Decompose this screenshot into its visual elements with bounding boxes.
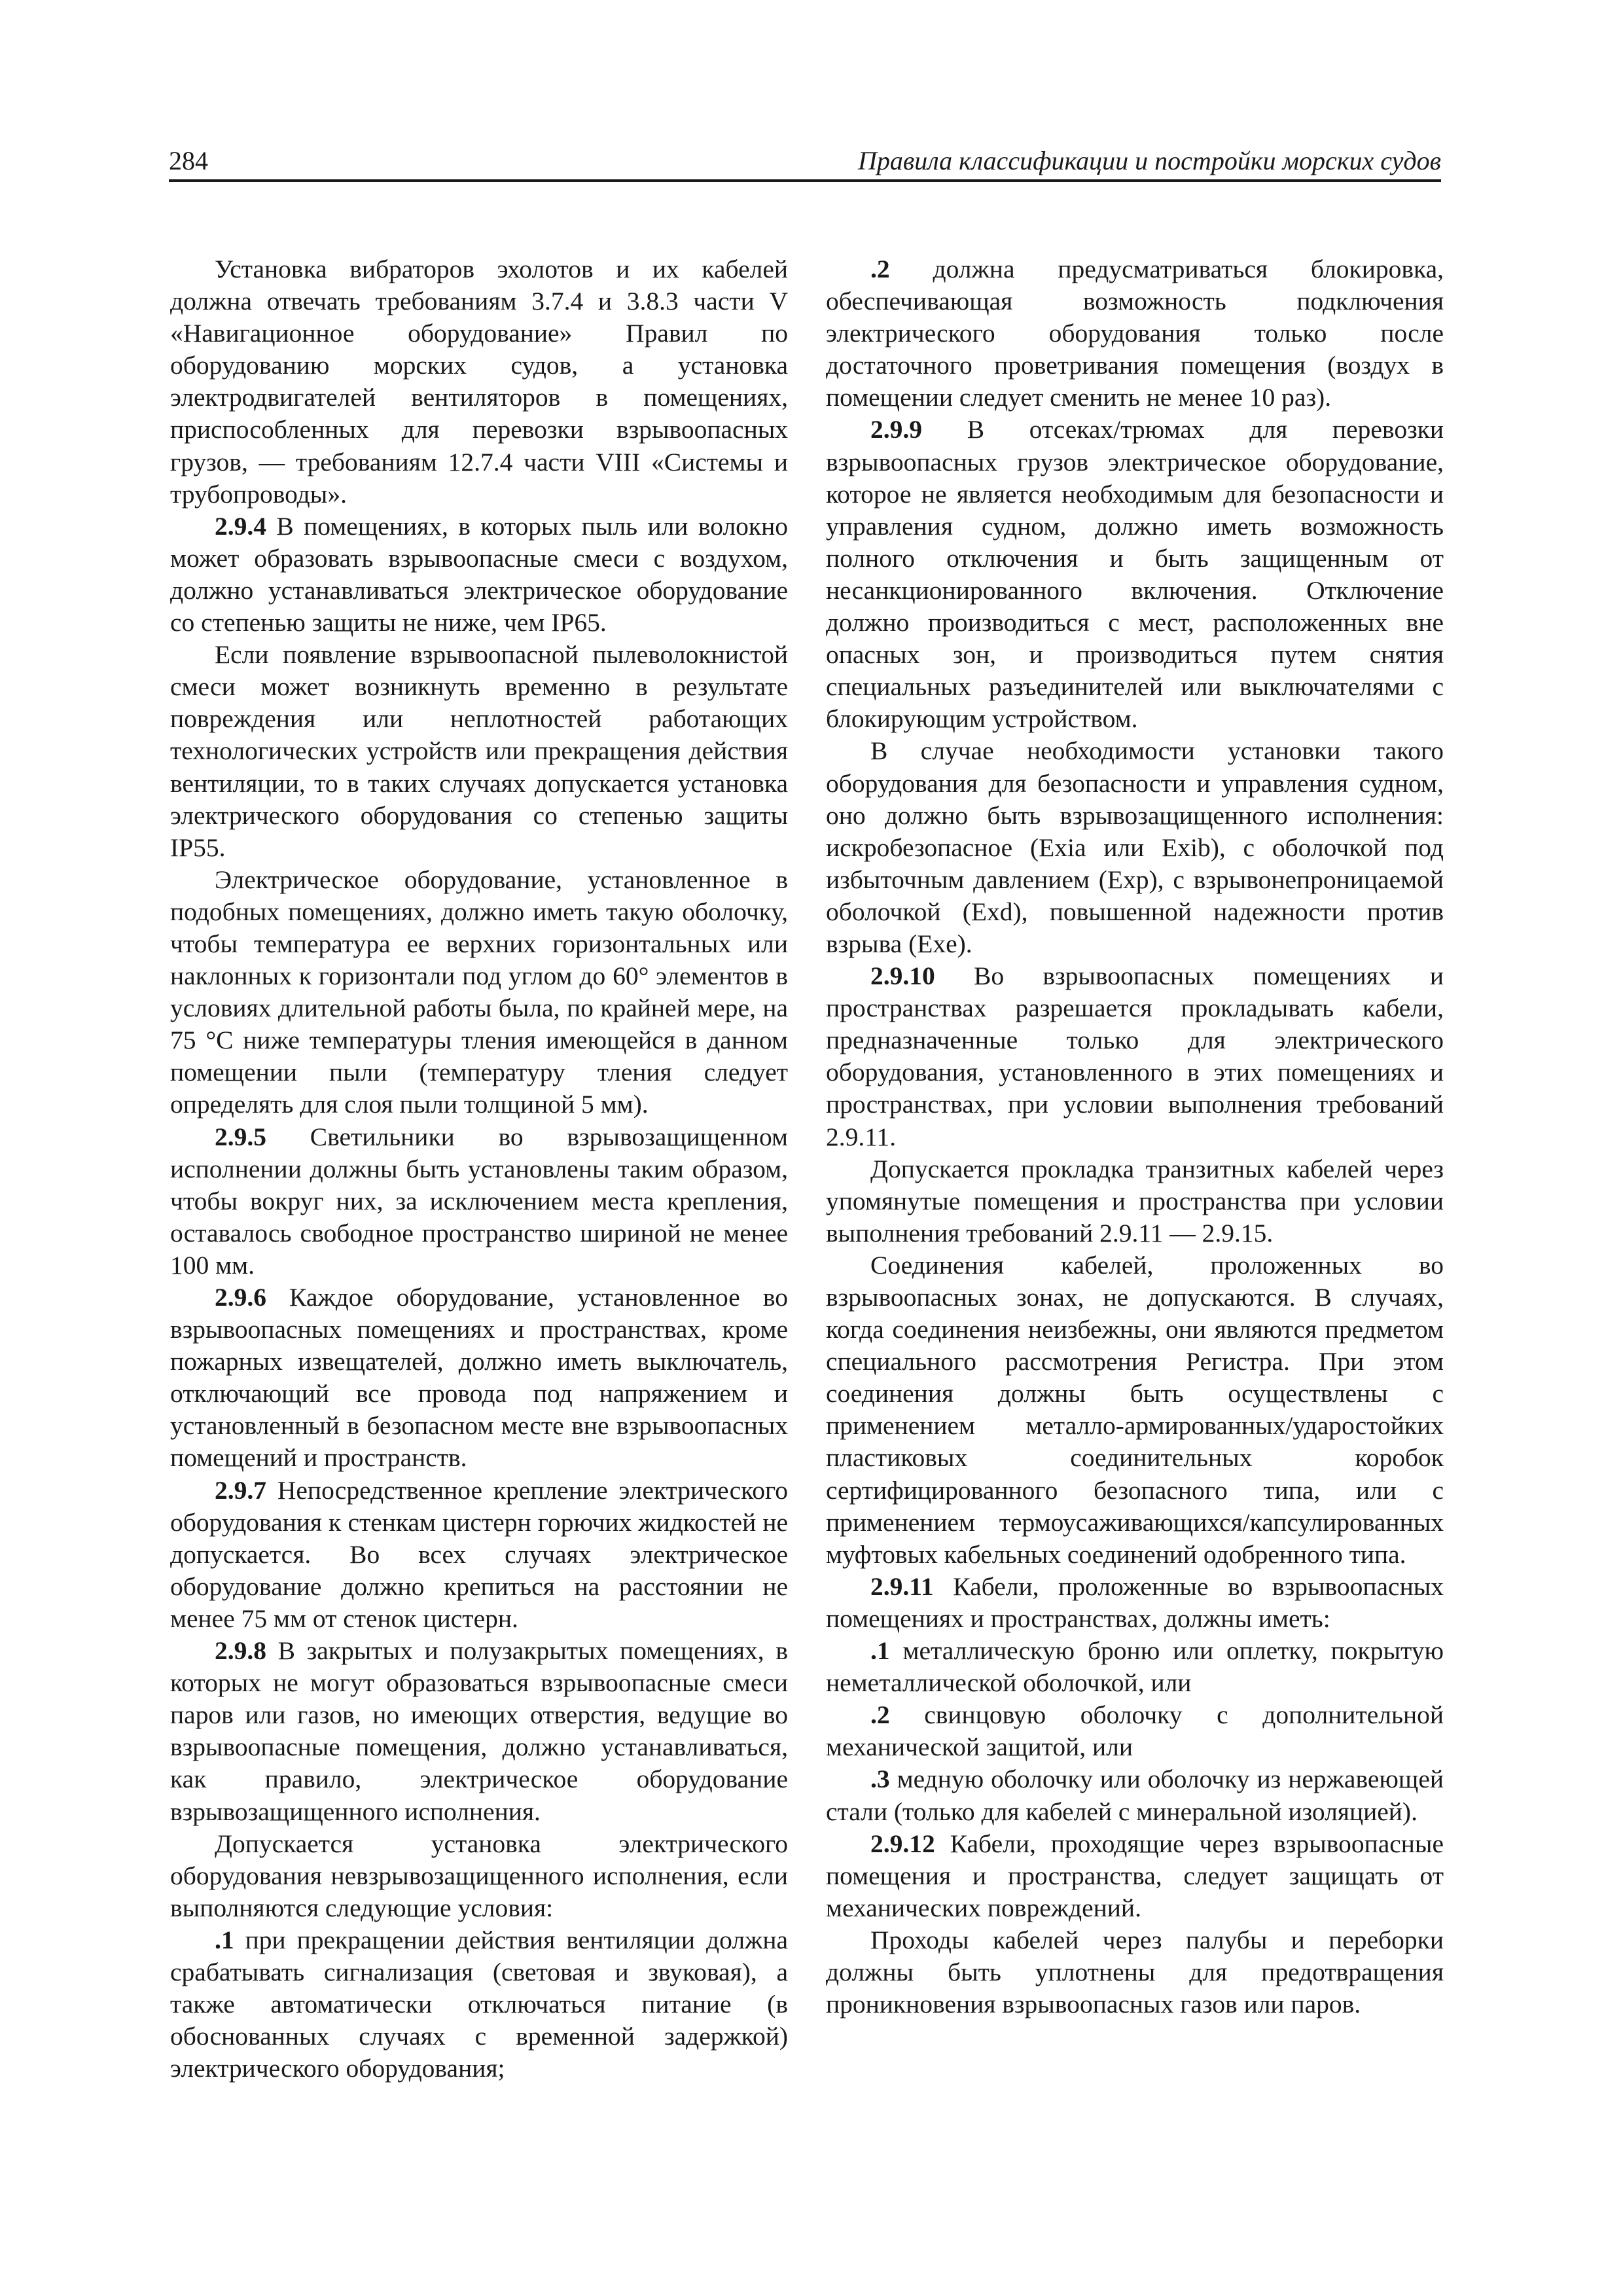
- left-column: [170, 253, 788, 2085]
- page-number: 284: [169, 146, 208, 175]
- paragraph: Установка вибраторов эхолотов и их кабелей должна отвечать требованиям 3.7.4 и 3.8.3 части V «Навигационное оборудование» Правил по оборудованию морских судов, а установка электродвигателей вентиляторов в помещениях, приспособленных для перевозки взрывоопасных грузов, — требованиям 12.7.4 части VIII «Системы и трубопроводы».: [170, 255, 788, 509]
- paragraph: 2.9.7 Непосредственное крепление электрического оборудования к стенкам цистерн горючих жидкостей не допускается. Во всех случаях электрическое оборудование должно крепиться на расстоянии не менее 75 мм от стенок цистерн.: [170, 1475, 788, 1633]
- paragraph: 2.9.12 Кабели, проходящие через взрывоопасные помещения и пространства, следует защищать от механических повреждений.: [826, 1829, 1444, 1922]
- paragraph: Если появление взрывоопасной пылеволокнистой смеси может возникнуть временно в результате повреждения или неплотностей работающих технологических устройств или прекращения действия вентиляции, то в таких случаях допускается установка электрического оборудования со степенью защиты IP55.: [170, 640, 788, 862]
- running-title: Правила классификации и постройки морских судов: [857, 146, 1441, 175]
- paragraph: .2 должна предусматриваться блокировка, обеспечивающая возможность подключения электрического оборудования только после достаточного проветривания помещения (воздух в помещении следует сменить не менее 10 раз).: [826, 255, 1444, 412]
- paragraph: Проходы кабелей через палубы и переборки должны быть уплотнены для предотвращения проникновения взрывоопасных газов или паров.: [826, 1925, 1444, 2019]
- paragraph: Допускается установка электрического оборудования невзрывозащищенного исполнения, если выполняются следующие условия:: [170, 1829, 788, 1922]
- paragraph: .1 при прекращении действия вентиляции должна срабатывать сигнализация (световая и звуковая), а также автоматически отключаться питание (в обоснованных случаях с временной задержкой) электрического оборудования;: [170, 1925, 788, 2083]
- paragraph: .3 медную оболочку или оболочку из нержавеющей стали (только для кабелей с минеральной изоляцией).: [826, 1765, 1444, 1826]
- paragraph: 2.9.4 В помещениях, в которых пыль или волокно может образовать взрывоопасные смеси с воздухом, должно устанавливаться электрическое оборудование со степенью защиты не ниже, чем IP65.: [170, 511, 788, 637]
- page-header: [169, 145, 1441, 182]
- paragraph: .1 металлическую броню или оплетку, покрытую неметаллической оболочкой, или: [826, 1636, 1444, 1698]
- paragraph: 2.9.6 Каждое оборудование, установленное во взрывоопасных помещениях и пространствах, кроме пожарных извещателей, должно иметь выключатель, отключающий все провода под напряжением и установленный в безопасном месте вне взрывоопасных помещений и пространств.: [170, 1283, 788, 1473]
- paragraph: Допускается прокладка транзитных кабелей через упомянутые помещения и пространства при условии выполнения требований 2.9.11 — 2.9.15.: [826, 1154, 1444, 1247]
- paragraph: Соединения кабелей, проложенных во взрывоопасных зонах, не допускаются. В случаях, когда соединения неизбежны, они являются предметом специального рассмотрения Регистра. При этом соединения должны быть осуществлены с применением металло-армированных/ударостойких пластиковых соединительных коробок сертифицированного безопасного типа, или с применением термоусаживающихся/капсулированных муфтовых кабельных соединений одобренного типа.: [826, 1250, 1444, 1569]
- paragraph: 2.9.11 Кабели, проложенные во взрывоопасных помещениях и пространствах, должны иметь:: [826, 1571, 1444, 1633]
- paragraph: 2.9.10 Во взрывоопасных помещениях и пространствах разрешается прокладывать кабели, предназначенные только для электрического оборудования, установленного в этих помещениях и пространствах, при условии выполнения требований 2.9.11.: [826, 961, 1444, 1151]
- paragraph: 2.9.9 В отсеках/трюмах для перевозки взрывоопасных грузов электрическое оборудование, которое не является необходимым для безопасности и управления судном, должно иметь возможность полного отключения и быть защищенным от несанкционированного включения. Отключение должно производиться с мест, расположенных вне опасных зон, и производиться путем снятия специальных разъединителей или выключателями с блокирующим устройством.: [826, 415, 1444, 734]
- paragraph: Электрическое оборудование, установленное в подобных помещениях, должно иметь такую оболочку, чтобы температура ее верхних горизонтальных или наклонных к горизонтали под углом до 60° элементов в условиях длительной работы была, по крайней мере, на 75 °С ниже температуры тления имеющейся в данном помещении пыли (температуру тления следует определять для слоя пыли толщиной 5 мм).: [170, 865, 788, 1119]
- paragraph: 2.9.8 В закрытых и полузакрытых помещениях, в которых не могут образоваться взрывоопасные смеси паров или газов, но имеющих отверстия, ведущие во взрывоопасные помещения, должно устанавливаться, как правило, электрическое оборудование взрывозащищенного исполнения.: [170, 1636, 788, 1826]
- paragraph: В случае необходимости установки такого оборудования для безопасности и управления судном, оно должно быть взрывозащищенного исполнения: искробезопасное (Exia или Exib), с оболочкой под избыточным давлением (Exp), с взрывонепроницаемой оболочкой (Exd), повышенной надежности против взрыва (Exe).: [826, 736, 1444, 958]
- paragraph: 2.9.5 Светильники во взрывозащищенном исполнении должны быть установлены таким образом, чтобы вокруг них, за исключением места крепления, оставалось свободное пространство шириной не менее 100 мм.: [170, 1122, 788, 1280]
- right-column: [826, 253, 1444, 2020]
- paragraph: .2 свинцовую оболочку с дополнительной механической защитой, или: [826, 1700, 1444, 1762]
